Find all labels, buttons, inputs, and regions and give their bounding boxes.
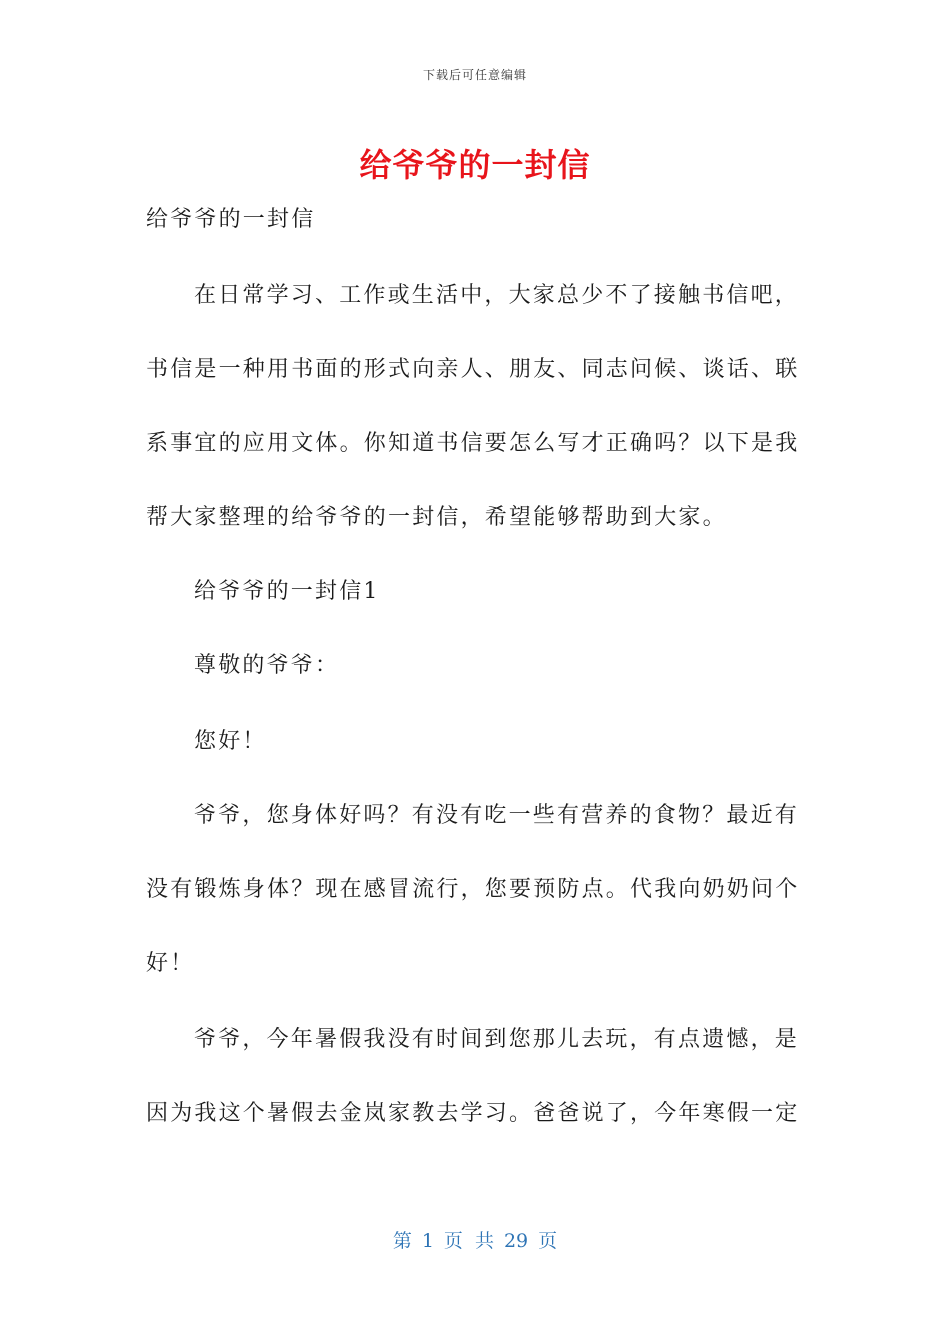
footer-page-number: 1 — [421, 1230, 434, 1252]
paragraph-line: 好！ — [146, 951, 195, 976]
paragraph-line: 爷爷，您身体好吗？有没有吃一些有营养的食物？最近有 — [194, 803, 800, 828]
header-note: 下载后可任意编辑 — [422, 68, 527, 82]
paragraph-line: 帮大家整理的给爷爷的一封信，希望能够帮助到大家。 — [146, 505, 727, 530]
paragraph-line: 没有锻炼身体？现在感冒流行，您要预防点。代我向奶奶问个 — [146, 877, 800, 902]
page-footer — [0, 1226, 950, 1253]
greeting: 您好！ — [194, 729, 267, 754]
paragraph-line: 系事宜的应用文体。你知道书信要怎么写才正确吗？以下是我 — [146, 431, 800, 456]
document-title: 给爷爷的一封信 — [359, 146, 591, 184]
section-heading: 给爷爷的一封信1 — [194, 579, 380, 604]
salutation: 尊敬的爷爷： — [194, 653, 340, 678]
footer-middle: 页 共 — [443, 1230, 494, 1252]
subtitle-line: 给爷爷的一封信 — [146, 207, 316, 232]
paragraph-line: 因为我这个暑假去金岚家教去学习。爸爸说了，今年寒假一定 — [146, 1101, 800, 1126]
footer-suffix: 页 — [538, 1230, 558, 1252]
footer-total-pages: 29 — [503, 1230, 529, 1252]
paragraph-line: 爷爷，今年暑假我没有时间到您那儿去玩，有点遗憾，是 — [194, 1027, 800, 1052]
paragraph-line: 在日常学习、工作或生活中，大家总少不了接触书信吧， — [194, 283, 800, 308]
footer-prefix: 第 — [392, 1230, 412, 1252]
paragraph-line: 书信是一种用书面的形式向亲人、朋友、同志问候、谈话、联 — [146, 357, 800, 382]
